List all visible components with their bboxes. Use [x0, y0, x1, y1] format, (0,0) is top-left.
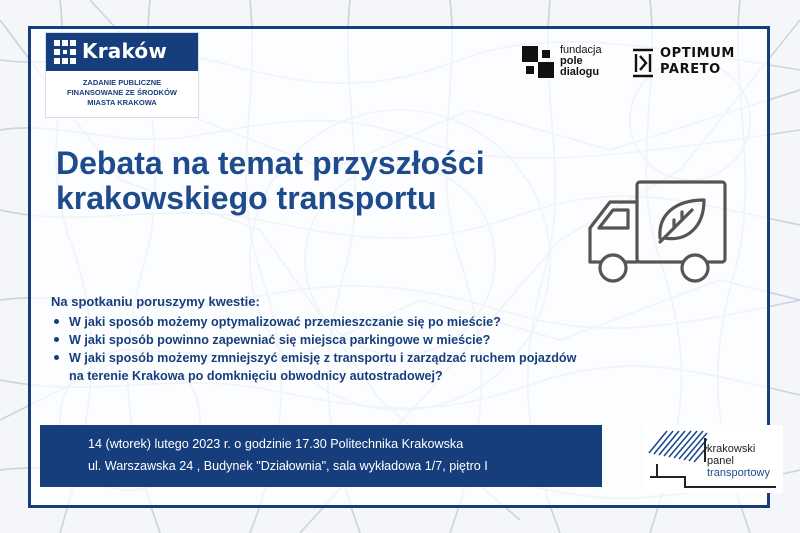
optimum-pareto-word-2: PARETO — [660, 62, 721, 77]
event-info-box — [40, 425, 602, 487]
panel-word-2: panel — [707, 455, 734, 467]
truck-leaf-icon — [580, 176, 730, 291]
topics-list — [51, 313, 651, 385]
pole-dialogu-mark-icon — [522, 46, 554, 78]
topic-item-line-1: W jaki sposób możemy zmniejszyć emisję z transportu i zarządzać ruchem pojazdów — [69, 351, 577, 365]
event-address: ul. Warszawska 24 , Budynek "Działownia", sala wykładowa 1/7, piętro I — [88, 459, 488, 473]
krakow-logo-name: Kraków — [82, 39, 168, 63]
topics-heading: Na spotkaniu poruszymy kwestie: — [51, 294, 260, 309]
fundacja-pole-dialogu-logo — [522, 46, 622, 82]
page-title — [56, 146, 485, 216]
optimum-pareto-wordmark — [660, 46, 735, 78]
optimum-pareto-logo — [632, 46, 752, 82]
pole-dialogu-word-2: pole — [560, 55, 583, 67]
panel-word-1: krakowski — [707, 443, 756, 455]
krakow-logo-subtitle — [46, 78, 198, 108]
krakow-subtitle-line-3: MIASTA KRAKOWA — [87, 98, 157, 107]
title-line-1: Debata na temat przyszłości — [56, 145, 485, 181]
title-line-2: krakowskiego transportu — [56, 180, 437, 216]
pole-dialogu-word-3: dialogu — [560, 66, 600, 78]
krakow-subtitle-line-1: ZADANIE PUBLICZNE — [82, 78, 162, 87]
topic-item: W jaki sposób powinno zapewniać się miejsca parkingowe w mieście? — [51, 331, 651, 349]
pole-dialogu-word-1: fundacja — [560, 44, 602, 56]
event-date-place: 14 (wtorek) lutego 2023 r. o godzinie 17.30 Politechnika Krakowska — [88, 437, 464, 451]
optimum-pareto-word-1: OPTIMUM — [660, 46, 735, 61]
topic-item — [51, 349, 651, 385]
krakow-city-mark-icon — [54, 40, 76, 64]
topic-item-line-2: na terenie Krakowa po domknięciu obwodnicy autostradowej? — [69, 369, 443, 383]
krakow-logo-header — [46, 33, 198, 71]
panel-wordmark — [707, 443, 770, 479]
optimum-pareto-mark-icon — [632, 48, 654, 78]
pole-dialogu-wordmark — [560, 45, 602, 78]
panel-word-3: transportowy — [707, 467, 770, 479]
krakow-subtitle-line-2: FINANSOWANE ZE ŚRODKÓW — [67, 88, 177, 97]
krakowski-panel-transportowy-logo — [645, 425, 783, 493]
topic-item: W jaki sposób możemy optymalizować przemieszczanie się po mieście? — [51, 313, 651, 331]
krakow-logo — [45, 32, 199, 118]
